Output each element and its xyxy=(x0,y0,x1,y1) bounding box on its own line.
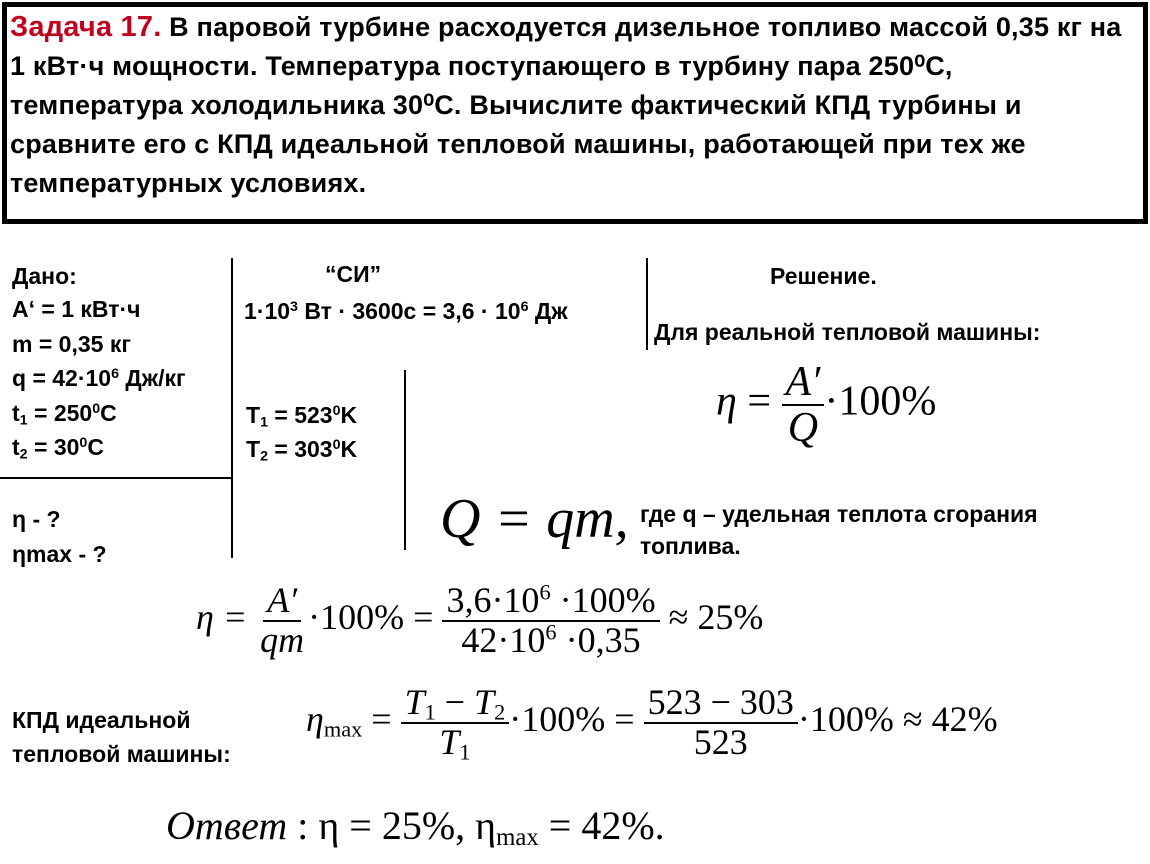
f4-num-minus: − xyxy=(435,682,475,722)
answer-part-b: = 42%. xyxy=(538,803,665,848)
si-T2-deg: 0 xyxy=(332,437,341,454)
answer-part-a: : η = 25%, η xyxy=(287,803,497,848)
si-T2-var: T xyxy=(246,436,261,462)
given-mass: m = 0,35 кг xyxy=(12,331,131,357)
f4-denominator-2: 523 xyxy=(693,721,748,762)
formula-ideal-efficiency xyxy=(306,682,998,765)
si-conv-c: Дж xyxy=(528,298,568,324)
f3-result: ≈ 25% xyxy=(659,597,764,638)
f4-eta: η xyxy=(306,699,324,740)
given-t1-sub: 1 xyxy=(19,412,28,429)
given-heat-base: q = 42·10 xyxy=(12,365,112,391)
solution-title: Решение. xyxy=(770,263,877,289)
given-heat-unit: Дж/кг xyxy=(119,365,186,391)
si-T2-val: = 303 xyxy=(268,436,333,462)
ideal-label-line2: тепловой машины: xyxy=(12,741,231,767)
si-T1 xyxy=(246,401,357,429)
f1-fraction xyxy=(782,360,825,450)
si-conversion xyxy=(244,297,568,325)
ideal-label-line1: КПД идеальной xyxy=(12,707,191,733)
si-T2-sub: 2 xyxy=(260,448,268,465)
f3-fraction-1 xyxy=(256,582,308,660)
given-heat xyxy=(12,364,186,392)
given-t1-var: t xyxy=(12,400,20,426)
f1-numerator: A′ xyxy=(782,360,825,406)
f3-numerator-1: A′ xyxy=(263,582,301,622)
si-T1-sub: 1 xyxy=(260,414,268,431)
f4-den-T-sub: 1 xyxy=(459,739,471,765)
answer-word: Ответ xyxy=(166,803,288,848)
si-T1-val: = 523 xyxy=(268,402,333,428)
f4-numerator-2: 523 − 303 xyxy=(644,684,798,724)
given-t2-var: t xyxy=(12,434,20,460)
given-t2 xyxy=(12,433,104,461)
f1-denominator: Q xyxy=(787,405,819,452)
si-solution-separator xyxy=(404,370,406,550)
task-statement xyxy=(10,8,1130,203)
f4-fraction-1 xyxy=(401,682,510,765)
f3-num2-a: 3,6·10 xyxy=(446,580,540,620)
find-etamax: ηmax - ? xyxy=(12,541,107,567)
given-si-separator xyxy=(231,258,233,558)
f1-eq: = xyxy=(736,378,782,425)
given-t1-val: = 250 xyxy=(27,400,93,426)
given-divider xyxy=(0,477,232,479)
si-conv-a: 1·10 xyxy=(244,298,291,324)
given-t1-deg: 0 xyxy=(92,401,101,418)
heat-note-line2: топлива. xyxy=(640,533,741,559)
given-t2-sub: 2 xyxy=(19,446,28,463)
si-top-separator xyxy=(646,258,648,350)
f3-denominator-2 xyxy=(457,619,644,660)
f4-result: ·100% ≈ 42% xyxy=(797,699,998,740)
f3-fraction-2 xyxy=(442,579,659,660)
given-title: Дано: xyxy=(12,263,77,289)
f3-mid: ·100% = xyxy=(308,597,443,638)
find-eta: η - ? xyxy=(12,506,61,532)
f4-eq: = xyxy=(362,699,401,740)
f3-denominator-1: qm xyxy=(260,619,305,660)
f4-num-T2: T xyxy=(474,682,495,722)
given-t2-deg: 0 xyxy=(79,435,88,452)
f4-sub: max xyxy=(323,716,363,742)
f4-num-T1: T xyxy=(404,682,425,722)
si-T1-unit: K xyxy=(340,402,358,428)
task-label: Задача 17. xyxy=(10,11,162,43)
answer-line xyxy=(166,802,665,852)
f4-denominator-1 xyxy=(435,721,474,765)
f3-lhs: η = xyxy=(196,597,257,638)
si-conv-b: Вт · 3600с = 3,6 · 10 xyxy=(297,298,521,324)
si-T2 xyxy=(246,435,357,463)
f3-num2-b: ·100% xyxy=(550,580,656,620)
f4-fraction-2 xyxy=(644,684,798,762)
f3-numerator-2 xyxy=(442,579,659,622)
answer-sub: max xyxy=(496,824,539,852)
f4-numerator-1 xyxy=(401,684,510,724)
formula-efficiency xyxy=(716,360,936,450)
f1-tail: ·100% xyxy=(824,378,937,425)
given-t1-unit: С xyxy=(100,400,117,426)
given-t2-val: = 30 xyxy=(27,434,80,460)
task-text: В паровой турбине расходуется дизельное топливо массой 0,35 кг на 1 кВт·ч мощности. Температура поступающего в турбину пара 250⁰С, температура холодильника 30⁰С. Вычислите фактический КПД турбины и сравните его с КПД идеальной тепловой машины, работающей при тех же температурных условиях. xyxy=(10,12,1122,198)
given-heat-exp: 6 xyxy=(111,366,120,383)
f3-den2-a: 42·10 xyxy=(461,619,546,660)
si-T1-deg: 0 xyxy=(332,403,341,420)
f4-den-T: T xyxy=(439,721,460,762)
f1-eta: η xyxy=(716,378,737,425)
f3-den2-exp: 6 xyxy=(545,619,557,645)
si-T1-var: T xyxy=(246,402,261,428)
f4-num-T2-sub: 2 xyxy=(494,699,506,725)
f4-num-T1-sub: 1 xyxy=(424,699,436,725)
given-t2-unit: С xyxy=(87,434,104,460)
f3-den2-b: ·0,35 xyxy=(556,619,641,660)
heat-note-line1: где q – удельная теплота сгорания xyxy=(640,501,1038,527)
given-work: А‘ = 1 кВт·ч xyxy=(12,296,141,322)
si-title: “СИ” xyxy=(325,261,382,287)
formula-heat: Q = qm, xyxy=(440,488,629,550)
f3-num2-exp: 6 xyxy=(539,579,551,605)
real-machine-heading: Для реальной тепловой машины: xyxy=(654,319,1041,345)
f4-mid: ·100% = xyxy=(509,699,644,740)
given-t1 xyxy=(12,399,117,427)
formula-real-efficiency xyxy=(196,579,764,660)
si-T2-unit: K xyxy=(340,436,358,462)
si-conv-b-exp: 6 xyxy=(520,299,529,316)
si-conv-a-exp: 3 xyxy=(290,299,298,316)
